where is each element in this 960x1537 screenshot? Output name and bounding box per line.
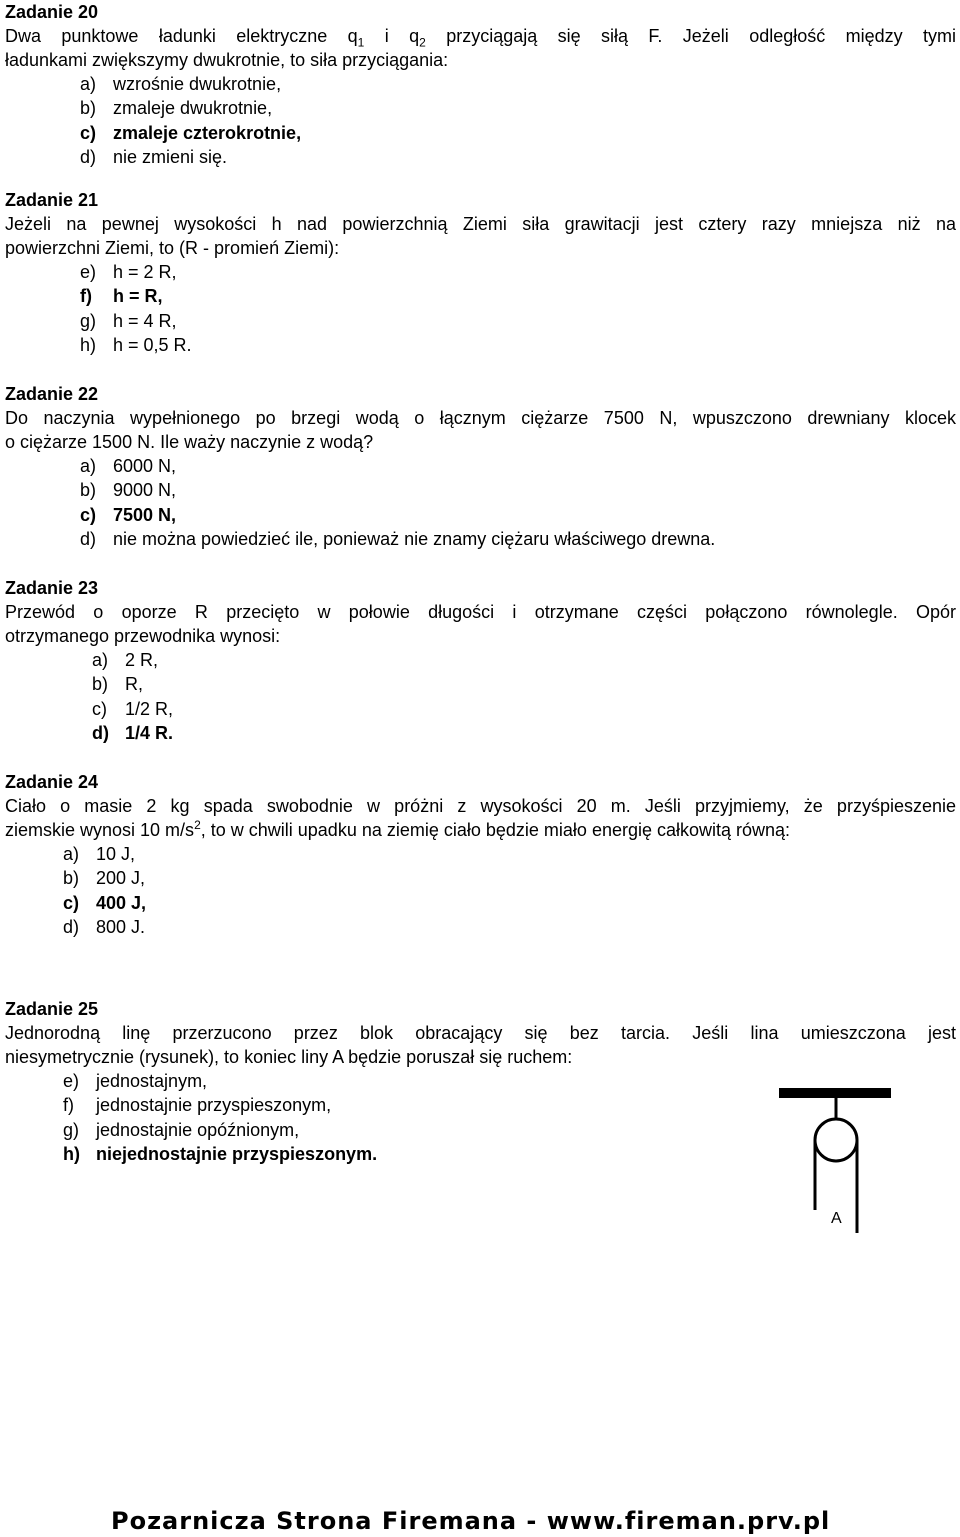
task-text-line: ziemskie wynosi 10 $m/s^2$, to w chwili upadku na ziemię ciało będzie miało energię całkowitą równą:	[5, 818, 791, 840]
task-21	[5, 188, 956, 357]
answer-option-correct: f) h = R,	[80, 286, 163, 307]
task-text-line: Jeżeli na pewnej wysokości h nad powierzchnią Ziemi siła grawitacji jest cztery razy mniejsza niż na	[5, 214, 956, 234]
answer-option: a) 10 J,	[63, 844, 136, 864]
task-title: Zadanie 22	[5, 384, 99, 404]
answer-option: g) jednostajnie opóźnionym,	[63, 1119, 300, 1140]
answer-option: e) jednostajnym,	[63, 1071, 208, 1091]
task-title: Zadanie 23	[5, 578, 99, 598]
answer-list	[80, 454, 956, 551]
answer-option: b) 9000 N,	[80, 480, 177, 501]
footer: Pozarnicza Strona Firemana - www.fireman.prv.pl	[111, 1507, 831, 1535]
answer-option: d) nie można powiedzieć ile, ponieważ nie znamy ciężaru właściwego drewna.	[80, 528, 716, 549]
answer-list	[63, 842, 956, 939]
answer-list	[92, 648, 956, 745]
task-text-line: Do naczynia wypełnionego po brzegi wodą o łącznym ciężarze 7500 N, wpuszczono drewniany klocek	[5, 408, 956, 428]
task-text-line: Ciało o masie 2 kg spada swobodnie w próżni z wysokości 20 m. Jeśli przyjmiemy, że przyśpieszenie	[5, 796, 956, 816]
pulley-figure	[775, 1078, 895, 1238]
answer-option: b) 200 J,	[63, 868, 146, 889]
task-text-line: otrzymanego przewodnika wynosi:	[5, 626, 281, 646]
answer-option-correct: d) 1/4 R.	[92, 722, 174, 743]
answer-option: b) zmaleje dwukrotnie,	[80, 98, 273, 119]
answer-option: g) h = 4 R,	[80, 310, 177, 331]
answer-option: e) h = 2 R,	[80, 262, 177, 282]
answer-option-correct: c) 400 J,	[63, 892, 147, 913]
answer-option: f) jednostajnie przyspieszonym,	[63, 1095, 332, 1116]
task-text-line: Dwa punktowe ładunki elektryczne $q_1$ i $q_2$ przyciągają się siłą F. Jeżeli odległość między tymi	[5, 26, 957, 50]
task-text-line: ładunkami zwiększymy dwukrotnie, to siła przyciągania:	[5, 50, 449, 70]
answer-option: a) wzrośnie dwukrotnie,	[80, 74, 282, 94]
answer-option: h) h = 0,5 R.	[80, 334, 192, 355]
task-title: Zadanie 21	[5, 190, 99, 210]
answer-option-correct: h) niejednostajnie przyspieszonym.	[63, 1143, 378, 1164]
ceiling-beam	[779, 1088, 891, 1098]
answer-option-correct: c) 7500 N,	[80, 504, 177, 525]
task-text-line: Jednorodną linę przerzucono przez blok obracający się bez tarcia. Jeśli lina umieszczona jest	[5, 1023, 956, 1043]
task-text-line: powierzchni Ziemi, to (R - promień Ziemi):	[5, 238, 340, 258]
answer-option: a) 6000 N,	[80, 456, 177, 476]
answer-option: c) 1/2 R,	[92, 698, 174, 719]
rope-end-label: A	[831, 1210, 842, 1227]
answer-option: a) 2 R,	[92, 650, 159, 670]
task-title: Zadanie 20	[5, 2, 99, 22]
pulley-wheel	[815, 1119, 857, 1161]
task-24	[5, 770, 956, 939]
task-text-line: o ciężarze 1500 N. Ile waży naczynie z wodą?	[5, 432, 374, 452]
answer-list	[80, 72, 956, 169]
task-text-line: Przewód o oporze R przecięto w połowie długości i otrzymane części połączono równolegle. Opór	[5, 602, 956, 622]
task-title: Zadanie 25	[5, 999, 99, 1019]
task-22	[5, 382, 956, 551]
answer-list	[80, 260, 956, 357]
task-text-line: niesymetrycznie (rysunek), to koniec liny A będzie poruszał się ruchem:	[5, 1047, 573, 1067]
answer-option: d) 800 J.	[63, 916, 146, 937]
answer-option: d) nie zmieni się.	[80, 146, 228, 167]
task-23	[5, 576, 956, 745]
task-title: Zadanie 24	[5, 772, 99, 792]
answer-option-correct: c) zmaleje czterokrotnie,	[80, 122, 302, 143]
answer-option: b) R,	[92, 674, 143, 695]
task-20	[5, 0, 956, 169]
